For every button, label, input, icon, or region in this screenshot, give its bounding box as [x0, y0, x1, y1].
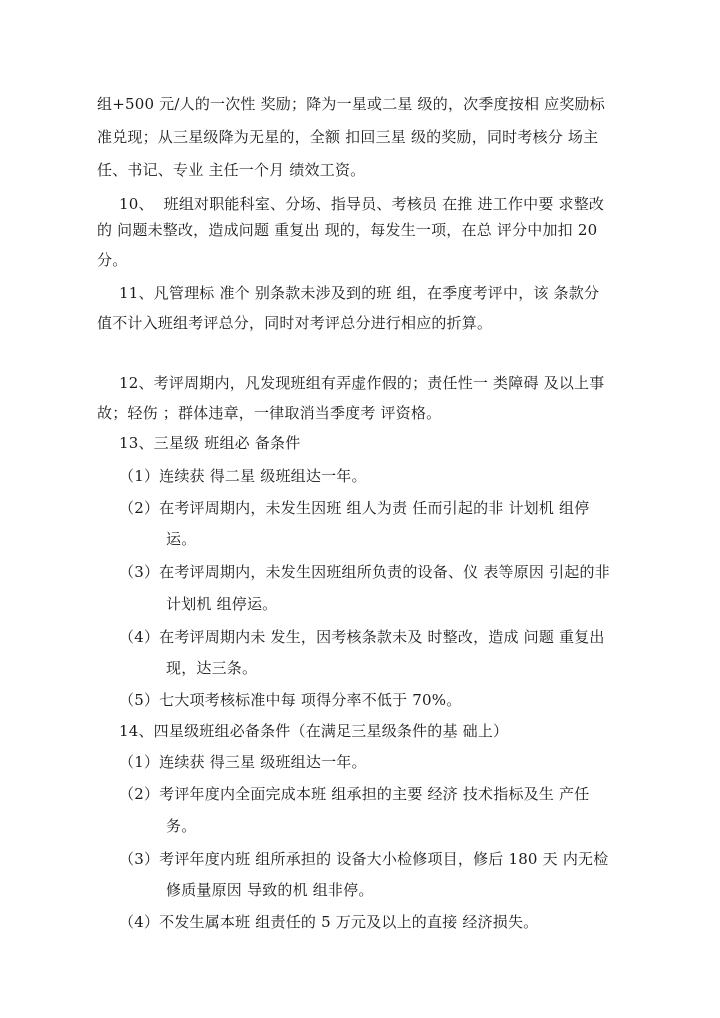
text-line: 组+500 元/人的一次性 奖励；降为一星或二星 级的，次季度按相 应奖励标 [97, 95, 605, 113]
text-line: 的 问题未整改，造成问题 重复出 现的，每发生一项，在总 评分中加扣 20 [97, 221, 598, 239]
text-line: 任、书记、专业 主任一个月 绩效工资。 [97, 161, 366, 179]
text-line: （3）考评年度内班 组所承担的 设备大小检修项目，修后 180 天 内无检 [119, 850, 609, 868]
text-line: 现，达三条。 [166, 659, 258, 677]
text-line: 值不计入班组考评总分，同时对考评总分进行相应的折算。 [97, 314, 493, 332]
text-line: 准兑现；从三星级降为无星的，全额 扣回三星 级的奖励，同时考核分 场主 [97, 128, 599, 146]
text-line: （3）在考评周期内，未发生因班组所负责的设备、仪 表等原因 引起的非 [119, 563, 610, 581]
text-line: 分。 [97, 251, 128, 269]
text-line: 14、四星级班组必备条件（在满足三星级条件的基 础上） [119, 722, 509, 740]
text-line: （1）连续获 得三星 级班组达一年。 [119, 753, 367, 771]
text-line: 计划机 组停运。 [166, 595, 278, 613]
text-line: 11、凡管理标 准个 别条款未涉及到的班 组，在季度考评中，该 条款分 [119, 284, 600, 302]
text-line: 故；轻伤 ；群体违章，一律取消当季度考 评资格。 [97, 404, 442, 422]
text-line: （4）不发生属本班 组责任的 5 万元及以上的直接 经济损失。 [119, 913, 539, 931]
text-line: （2）考评年度内全面完成本班 组承担的主要 经济 技术指标及生 产任 [119, 785, 590, 803]
text-line: 13、三星级 班组必 备条件 [119, 434, 301, 452]
text-line: 务。 [166, 817, 197, 835]
text-line: （1）连续获 得二星 级班组达一年。 [119, 467, 367, 485]
text-line: （2）在考评周期内，未发生因班 组人为责 任而引起的非 计划机 组停 [119, 499, 590, 517]
text-line: 修质量原因 导致的机 组非停。 [166, 881, 374, 899]
text-line: （4）在考评周期内未 发生，因考核条款未及 时整改，造成 问题 重复出 [119, 628, 605, 646]
text-line: 运。 [166, 530, 197, 548]
text-line: （5）七大项考核标准中每 项得分率不低于 70%。 [119, 691, 462, 709]
text-line: 12、考评周期内，凡发现班组有弄虚作假的；责任性一 类障碍 及以上事 [119, 374, 605, 392]
text-line: 10、 班组对职能科室、分场、指导员、考核员 在推 进工作中要 求整改 [119, 195, 605, 213]
